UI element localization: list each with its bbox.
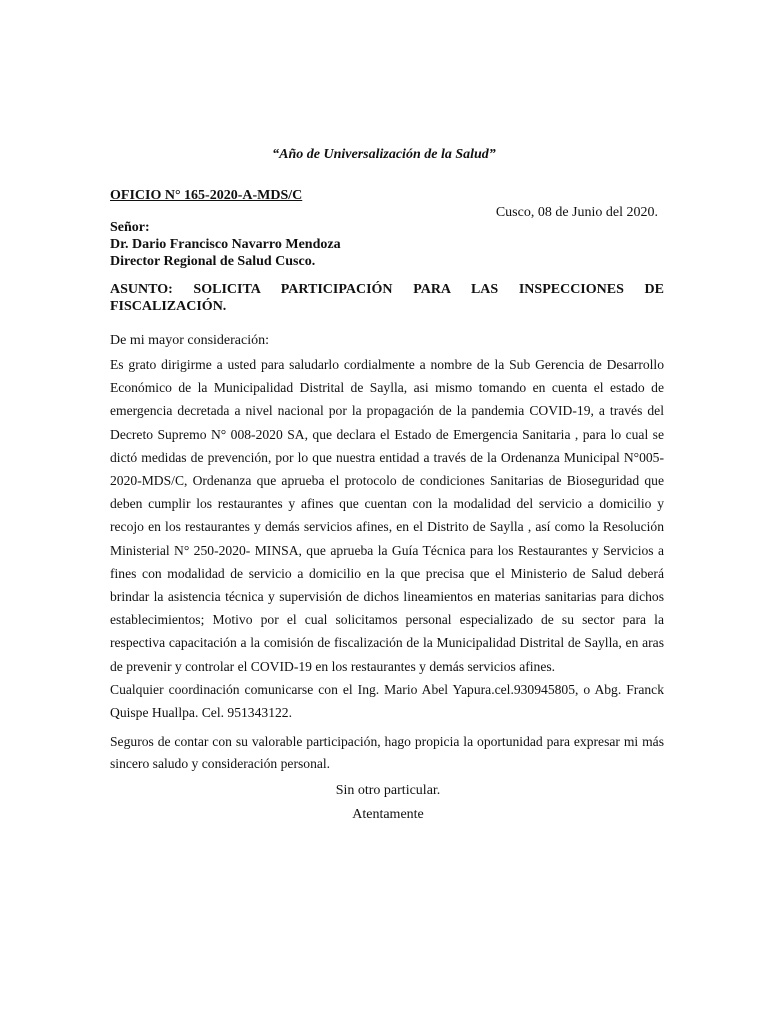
signoff-line: Sin otro particular.	[335, 783, 441, 798]
recipient-salutation: Señor:	[110, 220, 150, 235]
date-line: Cusco, 08 de Junio del 2020.	[495, 205, 658, 220]
body-paragraph: Es grato dirigirme a usted para saludarlo cordialmente a nombre de la Sub Gerencia de Desarrollo Económico de la Municipalidad Distrital de Saylla, asi mismo tomando en cuenta el estado de emergencia decretada a nivel nacional por la propagación de la pandemia COVID-19, a través del Decreto Supremo N° 008-2020 SA, que declara el Estado de Emergencia Sanitaria , para lo cual se dictó medidas de prevención, por lo que nuestra entidad a través de la Ordenanza Municipal N°005-2020-MDS/C, Ordenanza que aprueba el protocolo de condiciones Sanitarias de Bioseguridad que deben cumplir los restaurantes y afines que cuentan con la modalidad del servicio a domicilio y recojo en los restaurantes y demás servicios afines, en el Distrito de Saylla , así como la Resolución Ministerial N° 250-2020- MINSA, que aprueba la Guía Técnica para los Restaurantes y Servicios a fines con modalidad de servicio a domicilio en la que precisa que el Ministerio de Salud deberá brindar la asistencia técnica y supervisión de dichos lineamientos en materias sanitarias para dichos establecimientos; Motivo por el cual solicitamos personal especializado de su sector para la respectiva capacitación a la comisión de fiscalización de la Municipalidad Distrital de Saylla, en aras de prevenir y controlar el COVID-19 en los restaurantes y demás servicios afines.	[110, 357, 664, 674]
closing-paragraph: Seguros de contar con su valorable participación, hago propicia la oportunidad para expresar mi más sincero saludo y consideración personal.	[110, 734, 664, 771]
recipient-position: Director Regional de Salud Cusco.	[110, 254, 316, 269]
contact-paragraph: Cualquier coordinación comunicarse con el Ing. Mario Abel Yapura.cel.930945805, o Abg. Franck Quispe Huallpa. Cel. 951343122.	[110, 681, 664, 721]
closing-block	[110, 731, 664, 775]
oficio-number: OFICIO N° 165-2020-A-MDS/C	[110, 188, 303, 203]
subject-line: ASUNTO: SOLICITA PARTICIPACIÓN PARA LAS INSPECCIONES DE FISCALIZACIÓN.	[110, 282, 664, 314]
letter-body	[110, 353, 664, 724]
signoff-block	[0, 779, 768, 827]
recipient-block	[110, 219, 341, 270]
signoff-attentamente: Atentamente	[352, 807, 424, 822]
greeting: De mi mayor consideración:	[110, 333, 270, 348]
recipient-name: Dr. Dario Francisco Navarro Mendoza	[110, 237, 341, 252]
year-motto: “Año de Universalización de la Salud”	[272, 147, 496, 162]
